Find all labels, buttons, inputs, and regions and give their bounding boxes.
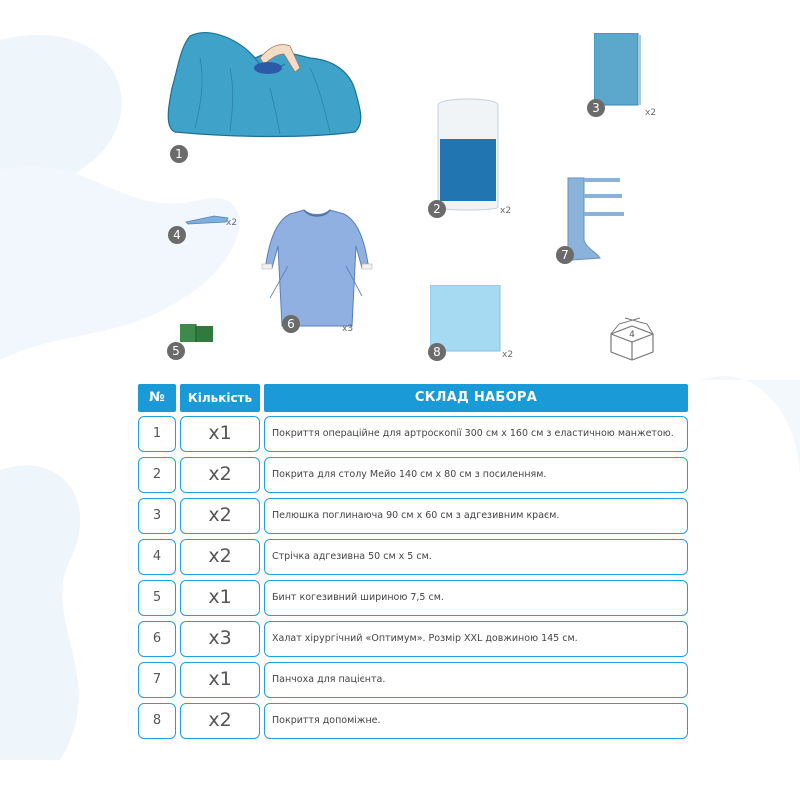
cohesive-bandage-illustration xyxy=(180,322,216,344)
item-number-badge: 3 xyxy=(587,99,605,117)
auxiliary-cover-illustration xyxy=(430,285,502,353)
row-number: 5 xyxy=(138,580,176,616)
row-description: Бинт когезивний шириною 7,5 см. xyxy=(264,580,688,616)
arthroscopy-drape-illustration xyxy=(160,28,370,140)
row-number: 3 xyxy=(138,498,176,534)
table-row xyxy=(138,662,688,698)
row-count: x2 xyxy=(180,457,260,493)
table-row xyxy=(138,498,688,534)
row-number: 8 xyxy=(138,703,176,739)
header-composition: СКЛАД НАБОРА xyxy=(264,384,688,412)
row-count: x2 xyxy=(180,703,260,739)
header-number: № xyxy=(138,384,176,412)
absorbent-pad-illustration xyxy=(594,33,644,109)
box-count-label: 4 xyxy=(629,330,635,340)
row-number: 2 xyxy=(138,457,176,493)
adhesive-tape-illustration xyxy=(184,212,230,226)
row-number: 6 xyxy=(138,621,176,657)
table-row xyxy=(138,539,688,575)
header-count: Кількість xyxy=(180,384,260,412)
item-quantity-label: x2 xyxy=(502,350,514,360)
row-description: Халат хірургічний «Оптимум». Розмір XXL довжиною 145 см. xyxy=(264,621,688,657)
item-quantity-label: x3 xyxy=(342,324,354,334)
row-description: Покриття операційне для артроскопії 300 см х 160 см з еластичною манжетою. xyxy=(264,416,688,452)
item-number-badge: 1 xyxy=(170,145,188,163)
mayo-stand-cover-illustration xyxy=(436,95,500,213)
table-row xyxy=(138,416,688,452)
table-row xyxy=(138,457,688,493)
table-row xyxy=(138,580,688,616)
row-number: 4 xyxy=(138,539,176,575)
item-number-badge: 4 xyxy=(168,226,186,244)
item-number-badge: 8 xyxy=(428,343,446,361)
row-description: Панчоха для пацієнта. xyxy=(264,662,688,698)
row-count: x3 xyxy=(180,621,260,657)
item-number-badge: 7 xyxy=(556,246,574,264)
package-box-icon xyxy=(607,316,657,362)
item-quantity-label: x2 xyxy=(226,218,238,228)
row-count: x1 xyxy=(180,662,260,698)
row-count: x1 xyxy=(180,580,260,616)
row-number: 7 xyxy=(138,662,176,698)
item-number-badge: 6 xyxy=(282,315,300,333)
row-description: Стрічка адгезивна 50 см х 5 см. xyxy=(264,539,688,575)
item-number-badge: 2 xyxy=(428,200,446,218)
row-description: Покрита для столу Мейо 140 см х 80 см з посиленням. xyxy=(264,457,688,493)
surgical-gown-illustration xyxy=(258,206,376,328)
row-count: x2 xyxy=(180,498,260,534)
item-number-badge: 5 xyxy=(167,342,185,360)
table-row xyxy=(138,621,688,657)
row-number: 1 xyxy=(138,416,176,452)
item-quantity-label: x2 xyxy=(645,108,657,118)
row-count: x2 xyxy=(180,539,260,575)
row-description: Пелюшка поглинаюча 90 см х 60 см з адгезивним краєм. xyxy=(264,498,688,534)
item-quantity-label: x2 xyxy=(500,206,512,216)
row-description: Покриття допоміжне. xyxy=(264,703,688,739)
row-count: x1 xyxy=(180,416,260,452)
table-row xyxy=(138,703,688,739)
